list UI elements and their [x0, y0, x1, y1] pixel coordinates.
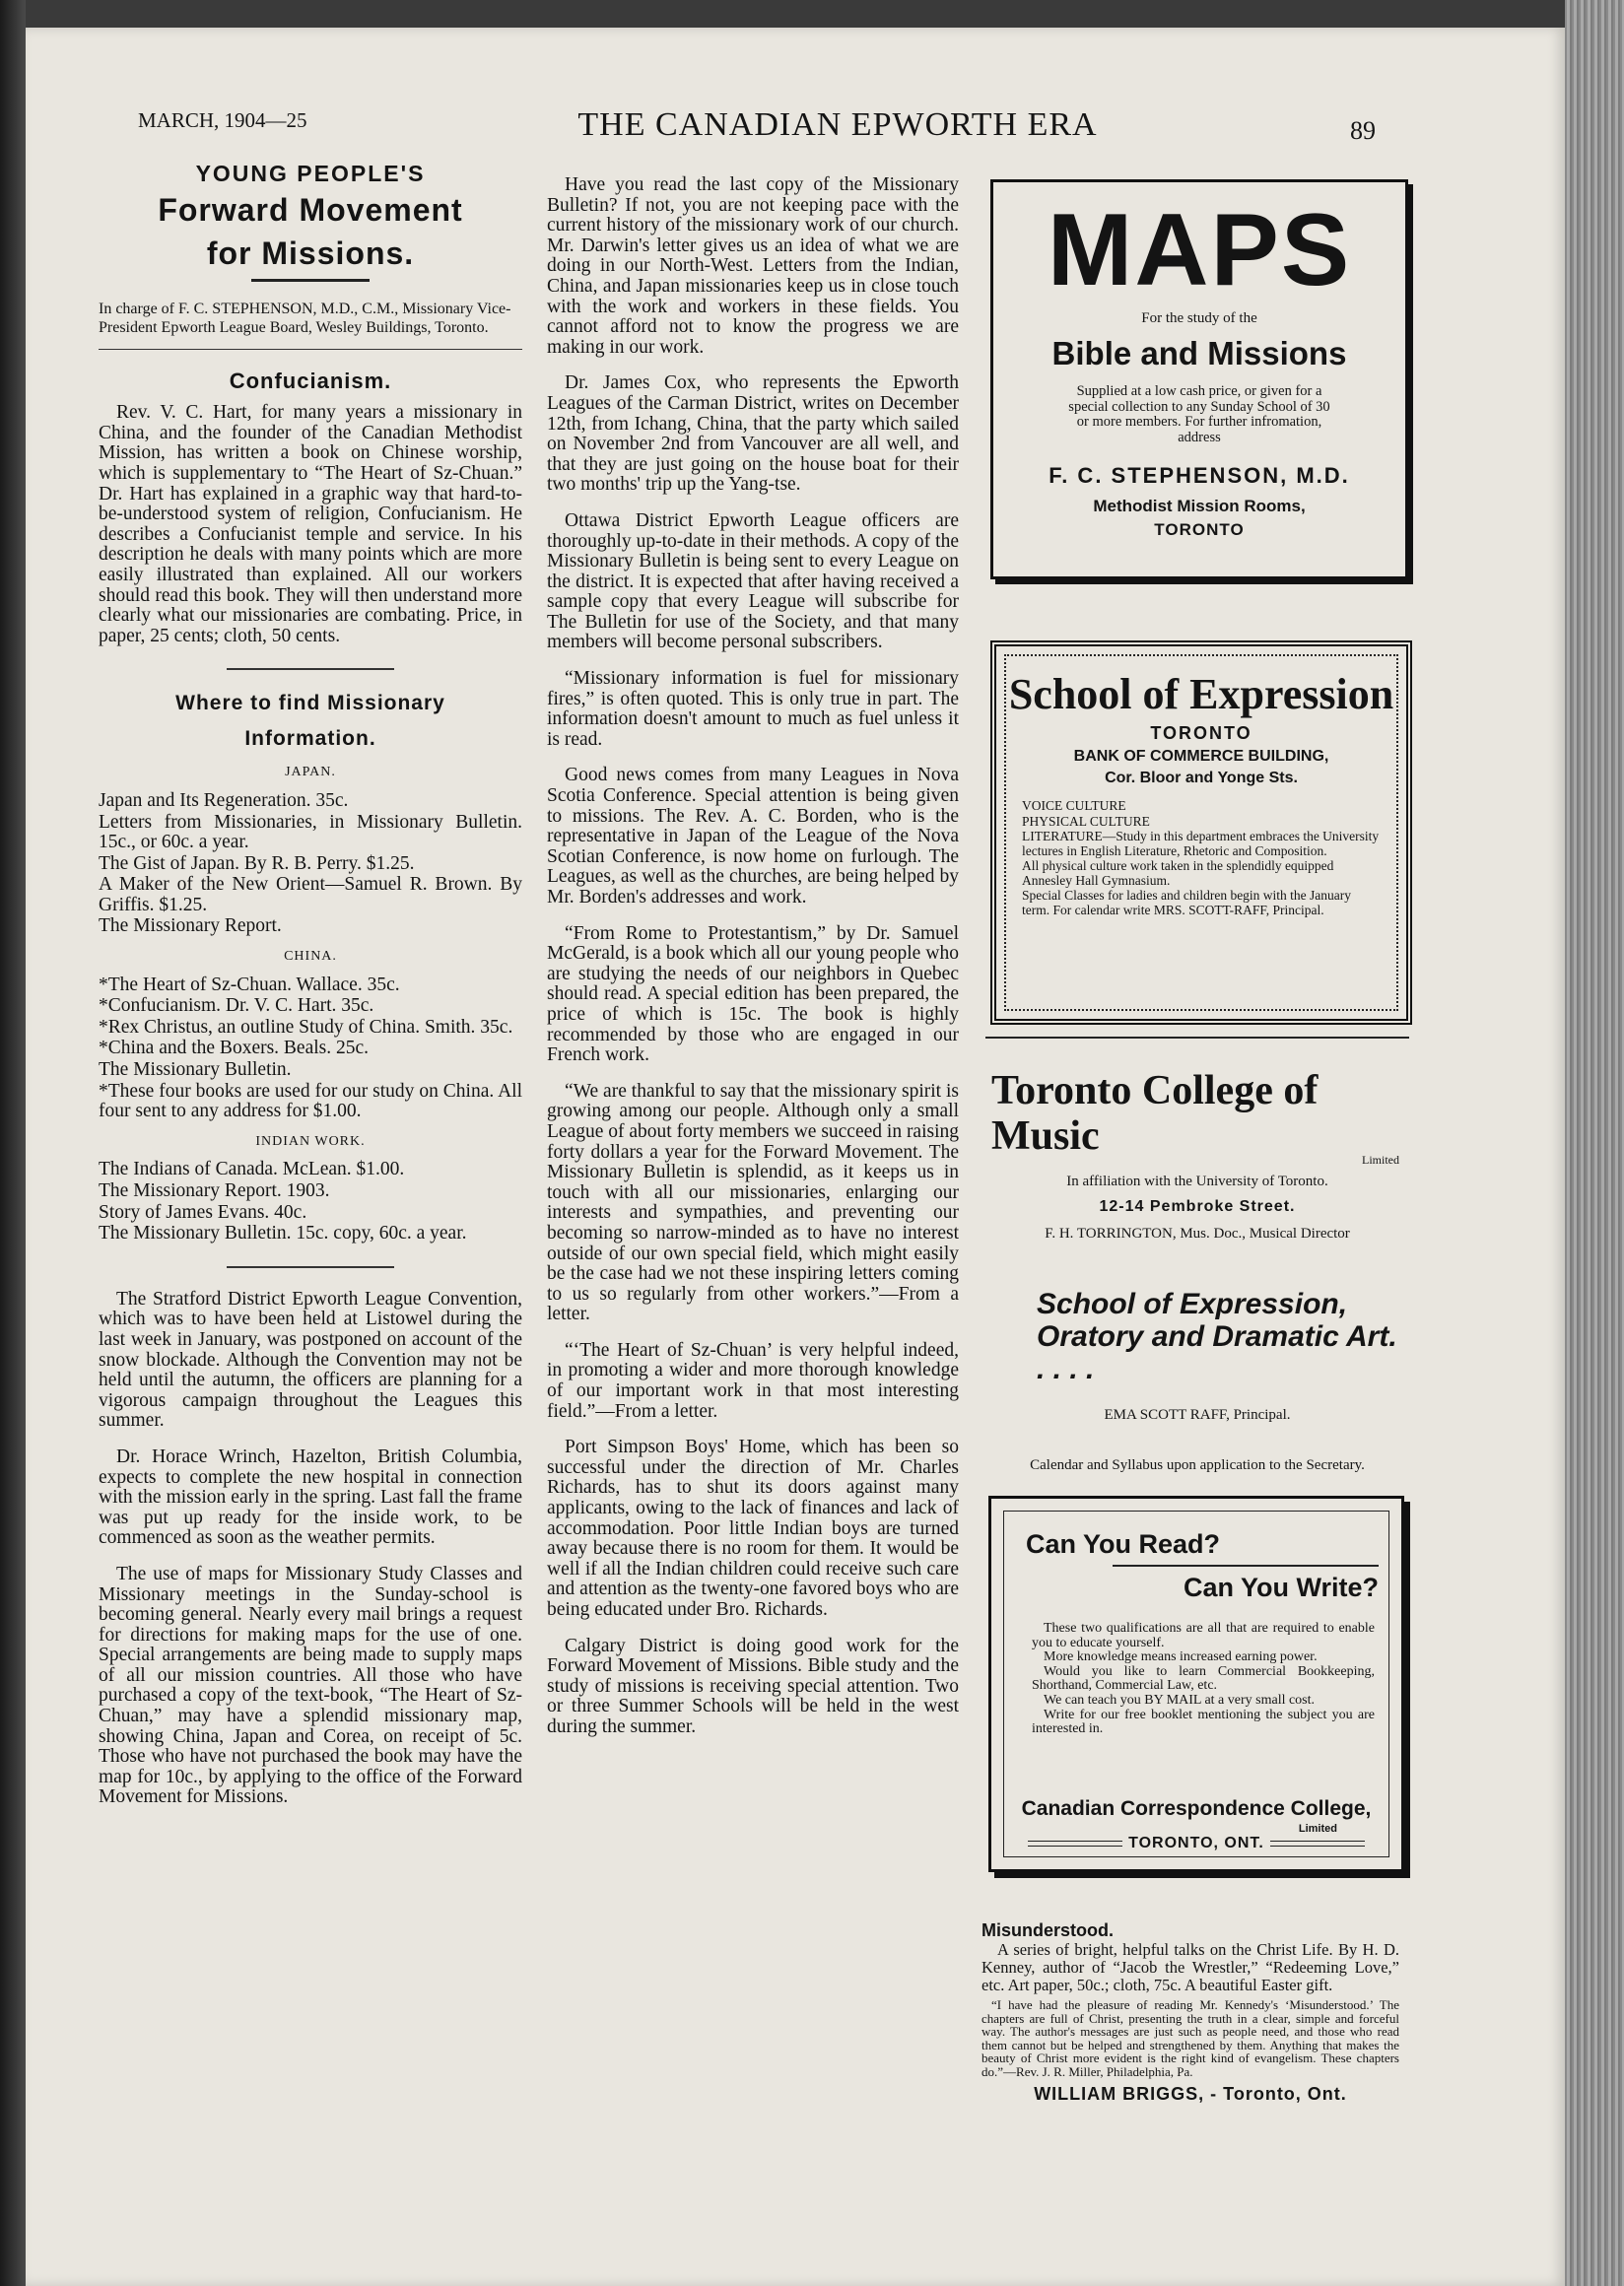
column-1	[99, 158, 522, 1824]
japan-label: JAPAN.	[285, 765, 336, 780]
inner-border	[1003, 1511, 1389, 1857]
list-item: The Missionary Bulletin.	[99, 1059, 292, 1081]
nova-scotia-paragraph: Good news comes from many Leagues in Nova Scotia Conference. Special attention is being given to missions. The Rev. A. C. Borden, who is the representative in Japan of the League of the Nova Scotian Conference, is now home on furlough. The Leagues, as well as the churches, are being helped by Mr. Borden's addresses and work.	[547, 765, 959, 908]
book-title: Misunderstood.	[981, 1920, 1114, 1940]
list-item: The Missionary Report.	[99, 915, 282, 937]
department-title-1: Forward Movement	[158, 191, 463, 228]
list-item: *Rex Christus, an outline Study of China. Smith. 35c.	[99, 1016, 513, 1038]
department-title-2: for Missions.	[206, 235, 415, 271]
scan-left-edge	[0, 0, 26, 2286]
school-building: BANK OF COMMERCE BUILDING,	[1073, 748, 1329, 765]
school-details	[1022, 799, 1381, 917]
thankful-paragraph: “We are thankful to say that the missionary spirit is growing among our people. Although only a small League of about forty members we succeed in raising forty dollars a year for the Forward Movement. The Missionary Bulletin is splendid, as it keeps us in touch with all our missionaries, enlarging our interests and sympathies, and preventing our becoming so narrow-minded as to have no interest outside of our own special field, which might easily be the case had we not these inspiring letters coming to us so regularly from other workers.”—From a letter.	[547, 1080, 960, 1325]
body-line: These two qualifications are all that are required to enable you to educate yourself.	[1032, 1621, 1375, 1650]
college-calendar: Calendar and Syllabus upon application to the Secretary.	[1030, 1457, 1365, 1473]
publisher: WILLIAM BRIGGS, - Toronto, Ont.	[1034, 2083, 1347, 2104]
correspondence-college-city: TORONTO, ONT.	[1014, 1835, 1379, 1852]
stratford-paragraph: The Stratford District Epworth League Convention, which was to have been held at Listowel during the last week in January, was postponed on account of the snow blockade. Although the Convention may not be held until the autumn, the officers are planning for a vigorous campaign throughout the Leagues this summer.	[99, 1288, 522, 1432]
maps-contact-name: F. C. STEPHENSON, M.D.	[1049, 463, 1350, 488]
school-name: School of Expression	[1008, 670, 1394, 718]
where-heading-2: Information.	[244, 727, 376, 751]
read-body	[1032, 1622, 1375, 1737]
correspondence-college-advertisement	[988, 1496, 1404, 1872]
read-headline: Can You Read?	[1026, 1529, 1221, 1559]
school-city: TORONTO	[1150, 723, 1252, 743]
misunderstood-advertisement	[981, 1921, 1399, 2103]
body-line: Would you like to learn Commercial Bookkeeping, Shorthand, Commercial Law, etc.	[1032, 1663, 1375, 1694]
china-label: CHINA.	[284, 949, 337, 965]
maps-heading: Bible and Missions	[1051, 335, 1347, 371]
page-number: 89	[1350, 116, 1376, 145]
department-kicker: YOUNG PEOPLE'S	[195, 161, 426, 186]
divider	[1113, 1565, 1379, 1567]
list-item: *China and the Boxers. Beals. 25c.	[99, 1038, 370, 1059]
divider	[227, 1266, 394, 1268]
column-2	[547, 175, 959, 1754]
list-item: Letters from Missionaries, in Missionary Bulletin. 15c., or 60c. a year.	[99, 811, 522, 853]
calgary-paragraph: Calgary District is doing good work for the Forward Movement of Missions. Bible study and the study of missions is receiving special attention. Two or three Summer Schools will be held in the west during the summer.	[547, 1635, 959, 1737]
college-affiliation: In affiliation with the University of Toronto.	[1066, 1174, 1328, 1189]
detail-line: VOICE CULTURE	[1022, 798, 1126, 813]
list-item: The Missionary Report. 1903.	[99, 1180, 330, 1201]
list-item: The Missionary Bulletin. 15c. copy, 60c. a year.	[99, 1223, 467, 1244]
detail-line: LITERATURE—Study in this department embraces the University lectures in English Literature, Rhetoric and Composition.	[1022, 829, 1380, 858]
maps-subtitle: For the study of the	[1141, 310, 1257, 326]
body-line: More knowledge means increased earning power.	[1044, 1649, 1318, 1665]
where-heading-1: Where to find Missionary	[175, 692, 445, 715]
maps-headline: MAPS	[1047, 193, 1352, 307]
confucianism-paragraph: Rev. V. C. Hart, for many years a missionary in China, and the founder of the Canadian Methodist Mission, has written a book on Chinese worship, which is supplementary to “The Heart of Sz-Chuan.” Dr. Hart has explained in a graphic way that hard-to-be-understood system of religion, Confucianism. He describes a Confucianist temple and service. In his description he deals with many points which are more easily illustrated than explained. All our workers should read this book. They will then understand more clearly what our missionaries are combating. Price, in paper, 25 cents; cloth, 50 cents.	[99, 402, 522, 646]
college-name: Toronto College of Music	[991, 1068, 1319, 1159]
detail-line: All physical culture work taken in the splendidly equipped Annesley Hall Gymnasium.	[1022, 858, 1334, 888]
maps-body: Supplied at a low cash price, or given for a special collection to any Sunday School of 30 or more members. For further infromation, address	[1068, 383, 1330, 445]
divider	[99, 349, 522, 350]
toronto-college-of-music-advertisement	[985, 1037, 1409, 1473]
list-item: *The Heart of Sz-Chuan. Wallace. 35c.	[99, 974, 400, 995]
cox-paragraph: Dr. James Cox, who represents the Epworth Leagues of the Carman District, writes on December 12th, from Ichang, China, that the party which sailed on November 2nd from Vancouver are all well, and that they are just going on the house boat for their two months' trip up the Yang-tse.	[547, 372, 959, 496]
heart-letter-paragraph: “‘The Heart of Sz-Chuan’ is very helpful indeed, in promoting a wider and more thorough knowledge of our important work in that most interesting field.”—From a letter.	[547, 1339, 959, 1422]
book-spine-edge	[1565, 0, 1624, 2286]
issue-date: MARCH, 1904—25	[138, 108, 307, 132]
book-endorsement: “I have had the pleasure of reading Mr. Kennedy's ‘Misunderstood.’ The chapters are full of Christ, presenting the truth in a clear, simple and forceful way. The author's messages are just such as people need, and those who read them cannot but be helped and strengthened by them. Anything that makes the beauty of Christ more evident is the right kind of evangelism. These chapters do.”—Rev. J. R. Miller, Philadelphia, Pa.	[981, 1997, 1399, 2079]
school-address: Cor. Bloor and Yonge Sts.	[1105, 770, 1298, 786]
list-item: Japan and Its Regeneration. 35c.	[99, 789, 349, 811]
list-item: Story of James Evans. 40c.	[99, 1201, 307, 1223]
maps-advertisement	[990, 179, 1408, 579]
maps-contact-org: Methodist Mission Rooms,	[1093, 497, 1306, 515]
title-underline	[251, 279, 370, 282]
list-item: The Indians of Canada. McLean. $1.00.	[99, 1159, 405, 1180]
confucianism-heading: Confucianism.	[229, 368, 392, 393]
masthead-title: THE CANADIAN EPWORTH ERA	[577, 106, 1098, 143]
write-headline: Can You Write?	[1183, 1573, 1379, 1602]
body-line: Write for our free booklet mentioning the subject you are interested in.	[1032, 1707, 1375, 1737]
ornamental-border	[1004, 654, 1398, 1011]
divider	[227, 668, 394, 670]
bulletin-paragraph: Have you read the last copy of the Missionary Bulletin? If not, you are not keeping pace with the current history of the missionary work of our church. Mr. Darwin's letter gives us an idea of what we are doing in our North-West. Letters from the Indian, China, and Japan missionaries keep us in close touch with the work and workers in these fields. You cannot afford not to know the progress we are making in our work.	[547, 174, 959, 358]
detail-line: PHYSICAL CULTURE	[1022, 813, 1150, 829]
list-item: The Gist of Japan. By R. B. Perry. $1.25.	[99, 852, 415, 874]
correspondence-college-limited: Limited	[1298, 1823, 1337, 1835]
expression-heading: School of Expression, Oratory and Dramatic Art. . . . .	[1037, 1288, 1397, 1385]
expression-principal: EMA SCOTT RAFF, Principal.	[1104, 1407, 1291, 1423]
divider	[985, 1037, 1409, 1039]
indian-list	[99, 1160, 522, 1244]
college-director: F. H. TORRINGTON, Mus. Doc., Musical Director	[1045, 1226, 1350, 1242]
detail-line: Special Classes for ladies and children begin with the January term. For calendar write MRS. SCOTT-RAFF, Principal.	[1022, 888, 1352, 917]
list-item: *These four books are used for our study on China. All four sent to any address for $1.00.	[99, 1080, 522, 1122]
ottawa-paragraph: Ottawa District Epworth League officers are thoroughly up-to-date in their methods. A copy of the Missionary Bulletin is being sent to every League on the district. It is expected that after having received a sample copy that every League will subscribe for The Bulletin for use of the Society, and that many members will become personal subscribers.	[547, 509, 959, 653]
list-item: *Confucianism. Dr. V. C. Hart. 35c.	[99, 995, 374, 1017]
body-line: We can teach you BY MAIL at a very small cost.	[1044, 1692, 1316, 1708]
college-limited: Limited	[1362, 1153, 1399, 1167]
indian-work-label: INDIAN WORK.	[255, 1133, 366, 1149]
rome-paragraph: “From Rome to Protestantism,” by Dr. Samuel McGerald, is a book which all our young people who are studying the needs of our neighbors in Quebec should read. A special edition has been prepared, the price of which is 15c. The book is highly recommended by those who are engaged in our French work.	[547, 922, 959, 1066]
japan-list	[99, 791, 522, 937]
maps-contact-city: TORONTO	[1154, 520, 1245, 539]
book-description: A series of bright, helpful talks on the Christ Life. By H. D. Kenney, author of “Jacob the Wrestler,” “Redeeming Love,” etc. Art paper, 50c.; cloth, 75c. A beautiful Easter gift.	[981, 1940, 1399, 1994]
wrinch-paragraph: Dr. Horace Wrinch, Hazelton, British Columbia, expects to complete the new hospital in connection with the mission early in the spring. Last fall the frame was put up ready for the inside work, to be commenced as soon as the weather permits.	[99, 1446, 522, 1549]
list-item: A Maker of the New Orient—Samuel R. Brown. By Griffis. $1.25.	[99, 874, 522, 915]
department-charge: In charge of F. C. STEPHENSON, M.D., C.M., Missionary Vice-President Epworth League Board, Wesley Buildings, Toronto.	[99, 300, 511, 336]
port-simpson-paragraph: Port Simpson Boys' Home, which has been so successful under the direction of Mr. Charles Richards, has to shut its doors against many applicants, owing to the lack of finances and lack of accommodation. Poor little Indian boys are turned away because there is no room for them. It would be well if all the Indian children could receive such care and attention as the twenty-one favored boys who are being educated under Bro. Richards.	[547, 1437, 959, 1620]
college-street: 12-14 Pembroke Street.	[1099, 1198, 1296, 1215]
fuel-paragraph: “Missionary information is fuel for missionary fires,” is often quoted. This is only true in part. The information doesn't amount to much as fuel unless it is read.	[547, 668, 959, 750]
china-list	[99, 975, 522, 1122]
correspondence-college-name: Canadian Correspondence College,	[1021, 1797, 1372, 1820]
school-of-expression-advertisement	[990, 640, 1412, 1025]
maps-paragraph: The use of maps for Missionary Study Classes and Missionary meetings in the Sunday-school is becoming general. Nearly every mail brings a request for directions for making maps for the use of one. Special arrangements are being made to supply maps of all our mission countries. All those who have purchased a copy of the text-book, “The Heart of Sz-Chuan,” may have a splendid missionary map, showing China, Japan and Corea, on receipt of 5c. Those who have not purchased the book may have the map for 10c., by applying to the office of the Forward Movement for Missions.	[99, 1563, 522, 1808]
